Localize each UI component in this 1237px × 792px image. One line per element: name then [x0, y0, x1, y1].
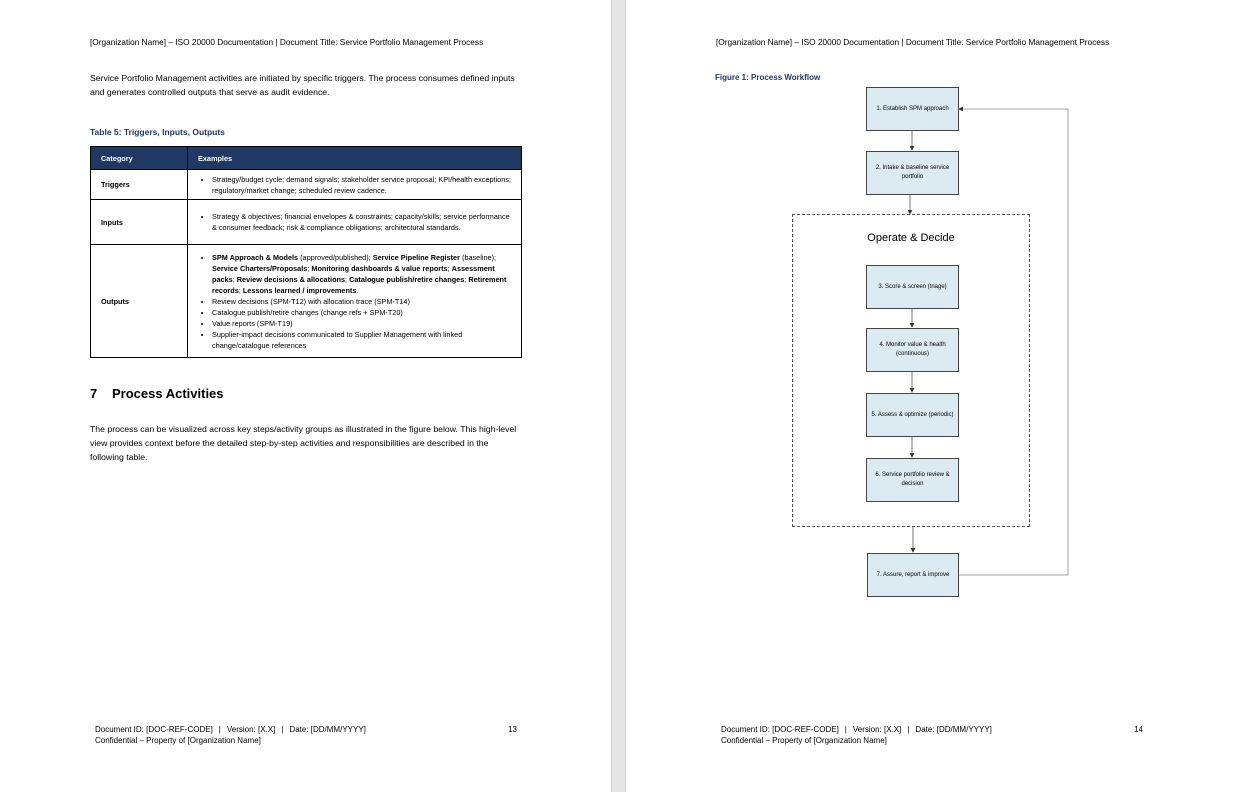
category-cell: Inputs [91, 200, 188, 245]
workflow-step-6: 6. Service portfolio review & decision [866, 458, 959, 502]
examples-cell [188, 200, 522, 245]
list-item: • Strategy/budget cycle; demand signals; stakeholder service proposal; KPI/health exceptions; regulatory/market change; scheduled review cadence. [212, 174, 511, 196]
workflow-step-2: 2. Intake & baseline service portfolio [866, 151, 959, 195]
output-text: ; [447, 263, 452, 273]
output-term: Service Pipeline Register [372, 252, 460, 262]
output-term: Lessons learned / improvements [242, 285, 357, 295]
output-term: Review decisions & allocations [236, 274, 346, 284]
section-heading [90, 386, 224, 401]
output-term: Monitoring dashboards & value reports [311, 263, 448, 273]
examples-cell [188, 170, 522, 200]
category-cell: Outputs [91, 245, 188, 358]
list-item: • Catalogue publish/retire changes (change refs + SPM-T20) [212, 307, 511, 318]
triggers-inputs-outputs-table [90, 146, 522, 358]
connector-loop-7-1 [959, 109, 1068, 575]
output-term: Retirement records [212, 274, 507, 295]
table-caption: Table 5: Triggers, Inputs, Outputs [90, 127, 225, 137]
output-text: (approved/published); [298, 252, 373, 262]
footer-version: Version: [X.X] [852, 725, 902, 734]
document-page-13 [0, 0, 611, 792]
workflow-step-5: 5. Assess & optimize (periodic) [866, 393, 959, 437]
output-text: (baseline); [459, 252, 497, 262]
footer-separator: | [218, 725, 221, 734]
footer-doc-line [721, 724, 1151, 735]
table-row-triggers [91, 170, 522, 200]
workflow-step-1: 1. Establish SPM approach [866, 87, 959, 131]
footer-separator: | [281, 725, 284, 734]
intro-paragraph: Service Portfolio Management activities are initiated by specific triggers. The process consumes defined inputs and generates controlled outputs that serve as audit evidence. [90, 73, 515, 97]
list-item: • Value reports (SPM-T19) [212, 318, 511, 329]
examples-cell [188, 245, 522, 358]
output-term: Assessment packs [212, 263, 495, 284]
workflow-step-4: 4. Monitor value & health (continuous) [866, 328, 959, 372]
output-text: ; [464, 274, 469, 284]
footer-doc-id: Document ID: [DOC-REF-CODE] [95, 725, 213, 734]
workflow-step-7: 7. Assure, report & improve [867, 553, 959, 597]
footer-separator: | [844, 725, 847, 734]
list-item [212, 252, 511, 296]
page-footer [721, 724, 1151, 746]
table-row-inputs [91, 200, 522, 245]
footer-separator: | [907, 725, 910, 734]
document-page-14 [626, 0, 1237, 792]
page-header: [Organization Name] – ISO 20000 Documentation | Document Title: Service Portfolio Management Process [716, 37, 1110, 47]
page-footer [95, 724, 525, 746]
output-text: ; [232, 274, 237, 284]
category-cell: Triggers [91, 170, 188, 200]
output-term: Service Charters/Proposals [212, 263, 308, 273]
group-label: Operate & Decide [867, 232, 955, 244]
column-header-category: Category [91, 147, 188, 170]
footer-confidential: Confidential – Property of [Organization Name] [721, 736, 887, 745]
page-number: 14 [1134, 725, 1143, 734]
list-item: • Review decisions (SPM-T12) with allocation trace (SPM-T14) [212, 296, 511, 307]
page-header: [Organization Name] – ISO 20000 Documentation | Document Title: Service Portfolio Management Process [90, 37, 484, 47]
page-number: 13 [508, 725, 517, 734]
footer-confidential: Confidential – Property of [Organization Name] [95, 736, 261, 745]
section-title: Process Activities [112, 386, 224, 401]
output-text: ; [238, 285, 243, 295]
workflow-step-3: 3. Score & screen (triage) [866, 265, 959, 309]
output-text: ; [345, 274, 350, 284]
figure-caption: Figure 1: Process Workflow [715, 73, 821, 82]
list-item: • Supplier-impact decisions communicated to Supplier Management with linked change/catalogue references [212, 329, 511, 351]
section-paragraph: The process can be visualized across key steps/activity groups as illustrated in the figure below. This high-level view provides context before the detailed step-by-step activities and responsibilities are described in the following table. [90, 424, 517, 462]
footer-date: Date: [DD/MM/YYYY] [915, 725, 992, 734]
footer-doc-line [95, 724, 525, 735]
footer-version: Version: [X.X] [226, 725, 276, 734]
footer-doc-id: Document ID: [DOC-REF-CODE] [721, 725, 839, 734]
output-text: ; [307, 263, 312, 273]
table-header-row [91, 147, 522, 170]
output-term: Catalogue publish/retire changes [349, 274, 465, 284]
column-header-examples: Examples [188, 147, 522, 170]
section-number: 7 [90, 386, 98, 401]
footer-date: Date: [DD/MM/YYYY] [289, 725, 366, 734]
list-item: • Strategy & objectives; financial envelopes & constraints; capacity/skills; service performance & consumer feedback; risk & compliance obligations; architectural standards. [212, 211, 511, 233]
output-term: SPM Approach & Models [212, 252, 299, 262]
table-row-outputs [91, 245, 522, 358]
output-text: . [356, 285, 359, 295]
